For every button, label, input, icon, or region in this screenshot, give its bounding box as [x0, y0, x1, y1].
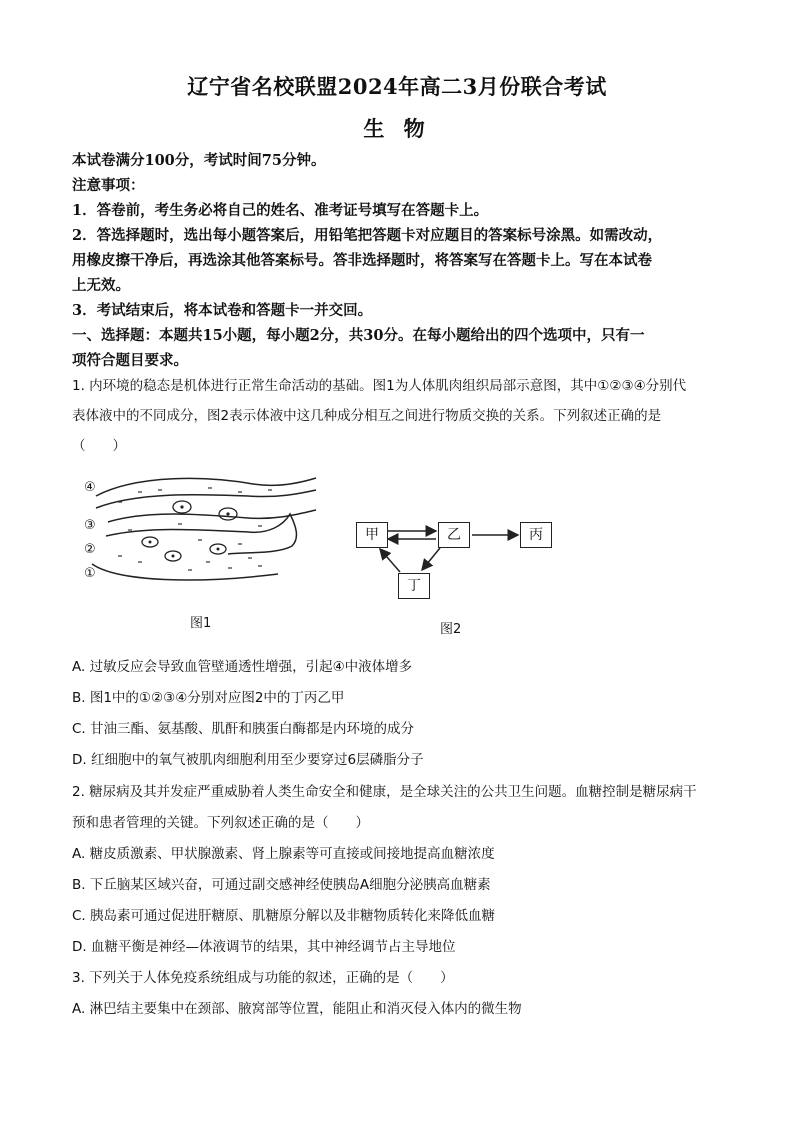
fig2-box-jia: 甲	[356, 522, 388, 548]
figure-1	[78, 474, 318, 631]
note-1: 1．答卷前，考生务必将自己的姓名、准考证号填写在答题卡上。	[72, 202, 489, 219]
fig2-caption: 图2	[440, 622, 462, 637]
q1-option-a: A. 过敏反应会导致血管壁通透性增强，引起④中液体增多	[72, 659, 413, 675]
q3-stem: 3. 下列关于人体免疫系统组成与功能的叙述，正确的是（ ）	[72, 970, 454, 986]
note-2-line-3: 上无效。	[72, 277, 130, 294]
fig2-box-bing: 丙	[520, 522, 552, 548]
q2-option-d: D. 血糖平衡是神经—体液调节的结果，其中神经调节占主导地位	[72, 939, 456, 955]
section-heading-line-2: 项符合题目要求。	[72, 352, 188, 369]
note-2-line-2: 用橡皮擦干净后，再选涂其他答案标号。答非选择题时，将答案写在答题卡上。写在本试卷	[72, 252, 652, 269]
q2-option-b: B. 下丘脑某区域兴奋，可通过副交感神经使胰岛A细胞分泌胰高血糖素	[72, 877, 491, 893]
score-time-text: 本试卷满分100分，考试时间75分钟。	[72, 152, 326, 169]
fig1-label-4: ④	[84, 480, 96, 495]
q3-option-a: A. 淋巴结主要集中在颈部、腋窝部等位置，能阻止和消灭侵入体内的微生物	[72, 1001, 522, 1017]
q2-option-c: C. 胰岛素可通过促进肝糖原、肌糖原分解以及非糖物质转化来降低血糖	[72, 908, 496, 924]
q1-stem-line-2: 表体液中的不同成分，图2表示体液中这几种成分相互之间进行物质交换的关系。下列叙述正确的是	[72, 408, 662, 424]
q2-stem-line-2: 预和患者管理的关键。下列叙述正确的是（ ）	[72, 815, 369, 831]
q1-option-d: D. 红细胞中的氧气被肌肉细胞利用至少要穿过6层磷脂分子	[72, 752, 424, 768]
subject-title: 生 物	[363, 116, 431, 141]
q2-stem-line-1: 2. 糖尿病及其并发症严重威胁着人类生命安全和健康，是全球关注的公共卫生问题。血糖控制是糖尿病干	[72, 784, 697, 800]
figure-1-drawing	[78, 474, 318, 584]
fig1-label-1: ①	[84, 566, 96, 581]
q1-stem-line-1: 1. 内环境的稳态是机体进行正常生命活动的基础。图1为人体肌肉组织局部示意图，其中①②③④分别代	[72, 378, 687, 394]
fig2-box-ding: 丁	[398, 573, 430, 599]
exam-title: 辽宁省名校联盟2024年高二3月份联合考试	[187, 74, 607, 99]
note-3: 3．考试结束后，将本试卷和答题卡一并交回。	[72, 302, 373, 319]
fig1-caption: 图1	[190, 616, 212, 631]
fig1-label-3: ③	[84, 518, 96, 533]
note-2-line-1: 2．答选择题时，选出每小题答案后，用铅笔把答题卡对应题目的答案标号涂黑。如需改动，	[72, 227, 663, 244]
fig1-label-2: ②	[84, 542, 96, 557]
q1-stem-line-3: （ ）	[72, 438, 126, 454]
notes-heading: 注意事项：	[72, 177, 145, 194]
q2-option-a: A. 糖皮质激素、甲状腺激素、肾上腺素等可直接或间接地提高血糖浓度	[72, 846, 495, 862]
figure-2	[352, 518, 562, 638]
section-heading-line-1: 一、选择题：本题共15小题，每小题2分，共30分。在每小题给出的四个选项中，只有一	[72, 327, 645, 344]
q1-option-c: C. 甘油三酯、氨基酸、肌酐和胰蛋白酶都是内环境的成分	[72, 721, 415, 737]
q1-option-b: B. 图1中的①②③④分别对应图2中的丁丙乙甲	[72, 690, 345, 706]
fig2-box-yi: 乙	[438, 522, 470, 548]
